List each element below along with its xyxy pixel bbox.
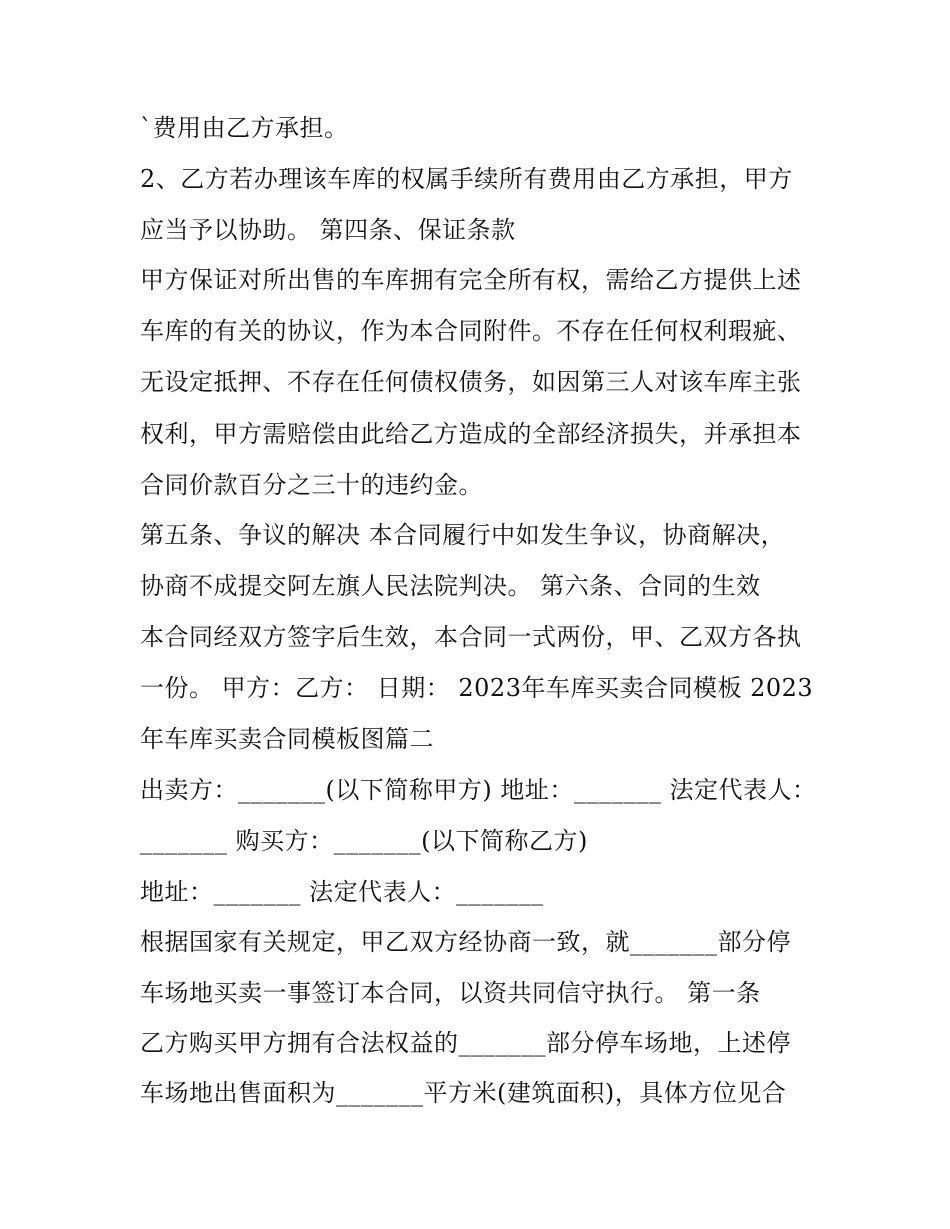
text-line: 权利，甲方需赔偿由此给乙方造成的全部经济损失，并承担本 (140, 420, 802, 448)
text-line: _______ 购买方：_______(以下简称乙方) (140, 827, 588, 855)
text-line: 协商不成提交阿左旗人民法院判决。 第六条、合同的生效 (140, 572, 761, 600)
text-line: 地址：_______ 法定代表人：_______ (140, 878, 544, 906)
text-line: 一份。 甲方：乙方： 日期： 2023年车库买卖合同模板 2023 (140, 674, 814, 702)
text-line: 第五条、争议的解决 本合同履行中如发生争议，协商解决， (140, 521, 786, 549)
text-line: 合同价款百分之三十的违约金。 (140, 471, 483, 499)
text-line: 出卖方：_______(以下简称甲方) 地址：_______ 法定代表人： (140, 776, 817, 804)
text-line: 车场地出售面积为_______平方米(建筑面积)，具体方位见合 (140, 1079, 787, 1107)
text-line: `费用由乙方承担。 (140, 114, 349, 142)
text-line: 2、乙方若办理该车库的权属手续所有费用由乙方承担，甲方 (140, 165, 793, 193)
text-line: 根据国家有关规定，甲乙双方经协商一致，就_______部分停 (140, 928, 791, 956)
text-line: 本合同经双方签字后生效，本合同一式两份，甲、乙双方各执 (140, 623, 802, 651)
text-line: 车场地买卖一事签订本合同，以资共同信守执行。 第一条 (140, 979, 761, 1007)
text-line: 乙方购买甲方拥有合法权益的_______部分停车场地，上述停 (140, 1029, 791, 1057)
text-line: 车库的有关的协议，作为本合同附件。不存在任何权利瑕疵、 (140, 317, 802, 345)
text-line: 甲方保证对所出售的车库拥有完全所有权，需给乙方提供上述 (140, 266, 802, 294)
text-line: 无设定抵押、不存在任何债权债务，如因第三人对该车库主张 (140, 368, 802, 396)
text-line: 应当予以协助。 第四条、保证条款 (140, 216, 516, 244)
text-line: 年车库买卖合同模板图篇二 (140, 725, 434, 753)
